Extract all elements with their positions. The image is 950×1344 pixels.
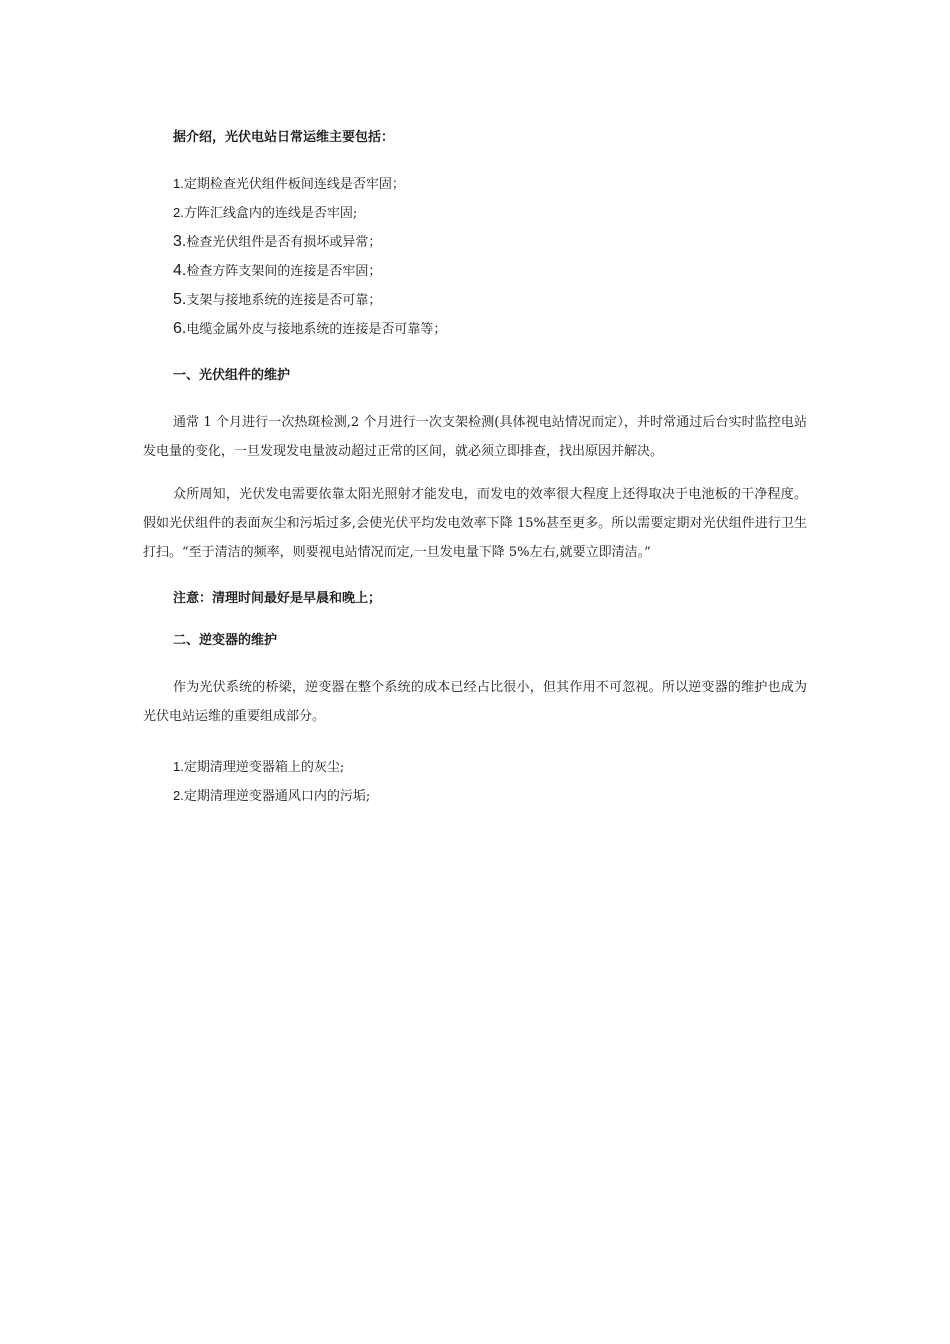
list-text: 电缆金属外皮与接地系统的连接是否可靠等； <box>186 322 447 337</box>
inverter-checklist <box>143 753 807 811</box>
list-number: 5. <box>173 291 187 308</box>
list-item <box>143 199 807 228</box>
paragraph: 众所周知，光伏发电需要依靠太阳光照射才能发电，而发电的效率很大程度上还得取决于电池板的干净程度。假如光伏组件的表面灰尘和污垢过多,会使光伏平均发电效率下降 15%甚至更多。所以需要定期对光伏组件进行卫生打扫。“至于清洁的频率，则要视电站情况而定,一旦发电量下降 5%左右,就要立即清洁。” <box>143 487 807 560</box>
list-number: 4. <box>173 262 187 279</box>
list-item <box>143 286 807 315</box>
list-text: 定期清理逆变器箱上的灰尘; <box>183 760 345 775</box>
section-heading: 一、光伏组件的维护 <box>173 368 291 383</box>
list-item <box>143 170 807 199</box>
list-number: 2. <box>173 205 184 220</box>
intro-heading: 据介绍，光伏电站日常运维主要包括： <box>173 130 395 145</box>
list-text: 检查方阵支架间的连接是否牢固； <box>186 264 382 279</box>
note-text: 注意：清理时间最好是早晨和晚上； <box>173 591 382 606</box>
list-number: 1. <box>173 759 184 774</box>
document-body <box>143 128 807 811</box>
list-item <box>143 315 807 344</box>
list-number: 2. <box>173 788 184 803</box>
list-text: 方阵汇线盒内的连线是否牢固; <box>183 206 358 221</box>
section-heading: 二、逆变器的维护 <box>173 633 278 648</box>
list-text: 支架与接地系统的连接是否可靠； <box>186 293 382 308</box>
list-text: 定期清理逆变器通风口内的污垢; <box>183 789 371 804</box>
paragraph: 通常 1 个月进行一次热斑检测,2 个月进行一次支架检测(具体视电站情况而定），并时常通过后台实时监控电站发电量的变化，一旦发现发电量波动超过正常的区间，就必须立即排查，找出原因并解决。 <box>143 415 807 459</box>
list-text: 检查光伏组件是否有损坏或异常； <box>186 235 382 250</box>
list-number: 3. <box>173 233 187 250</box>
list-number: 1. <box>173 176 184 191</box>
list-item <box>143 257 807 286</box>
list-number: 6. <box>173 320 187 337</box>
list-item <box>143 782 807 811</box>
paragraph: 作为光伏系统的桥梁，逆变器在整个系统的成本已经占比很小，但其作用不可忽视。所以逆变器的维护也成为光伏电站运维的重要组成部分。 <box>143 680 807 724</box>
maintenance-checklist <box>143 170 807 344</box>
list-text: 定期检查光伏组件板间连线是否牢固； <box>183 177 405 192</box>
list-item <box>143 753 807 782</box>
list-item <box>143 228 807 257</box>
